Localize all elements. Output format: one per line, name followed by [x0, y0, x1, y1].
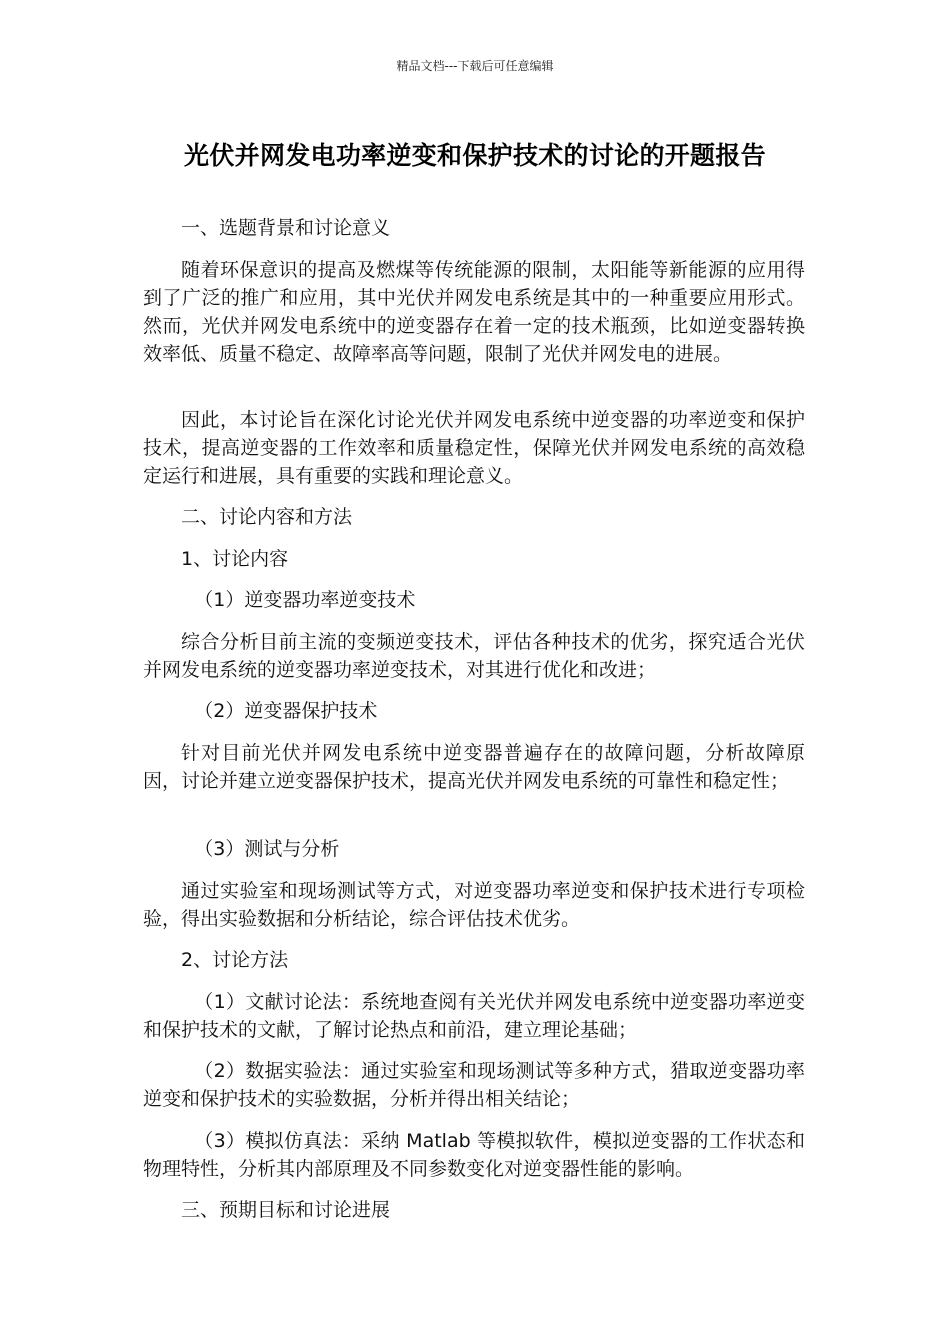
subsection-heading: 1、讨论内容	[181, 548, 289, 570]
section3-heading	[143, 1196, 805, 1224]
method1-text	[143, 988, 805, 1044]
page-header: 精品文档---下载后可任意编辑	[396, 59, 554, 73]
item-heading: （1）逆变器功率逆变技术	[194, 589, 416, 611]
method2-text	[143, 1057, 805, 1113]
section-heading: 一、选题背景和讨论意义	[181, 217, 391, 239]
paragraph: 因此，本讨论旨在深化讨论光伏并网发电系统中逆变器的功率逆变和保护技术，提高逆变器的工作效率和质量稳定性，保障光伏并网发电系统的高效稳定运行和进展，具有重要的实践和理论意义。	[143, 409, 805, 487]
paragraph: （3）模拟仿真法：采纳 Matlab 等模拟软件，模拟逆变器的工作状态和物理特性，分析其内部原理及不同参数变化对逆变器性能的影响。	[143, 1130, 805, 1180]
item3-text	[143, 877, 805, 933]
paragraph: （2）数据实验法：通过实验室和现场测试等多种方式，猎取逆变器功率逆变和保护技术的实验数据，分析并得出相关结论；	[143, 1060, 805, 1110]
section1-heading	[143, 214, 805, 242]
section-heading: 三、预期目标和讨论进展	[181, 1199, 391, 1221]
content-subheading	[143, 545, 805, 573]
paragraph: （1）文献讨论法：系统地查阅有关光伏并网发电系统中逆变器功率逆变和保护技术的文献，了解讨论热点和前沿，建立理论基础；	[143, 991, 805, 1041]
section2-heading	[143, 503, 805, 531]
item1-text	[143, 628, 805, 684]
section1-paragraph2	[143, 406, 805, 490]
subsection-heading: 2、讨论方法	[181, 949, 289, 971]
item-heading: （2）逆变器保护技术	[194, 700, 378, 722]
item-heading: （3）测试与分析	[194, 838, 340, 860]
item2-heading	[143, 697, 805, 725]
item2-text	[143, 739, 805, 795]
method-subheading	[143, 946, 805, 974]
section-heading: 二、讨论内容和方法	[181, 506, 353, 528]
paragraph: 综合分析目前主流的变频逆变技术，评估各种技术的优劣，探究适合光伏并网发电系统的逆变器功率逆变技术，对其进行优化和改进；	[143, 631, 805, 681]
paragraph: 针对目前光伏并网发电系统中逆变器普遍存在的故障问题，分析故障原因，讨论并建立逆变器保护技术，提高光伏并网发电系统的可靠性和稳定性；	[143, 742, 805, 792]
item1-heading	[143, 586, 805, 614]
section1-paragraph1	[143, 256, 805, 368]
method3-text	[143, 1127, 805, 1183]
paragraph: 随着环保意识的提高及燃煤等传统能源的限制，太阳能等新能源的应用得到了广泛的推广和应用，其中光伏并网发电系统是其中的一种重要应用形式。然而，光伏并网发电系统中的逆变器存在着一定的技术瓶颈，比如逆变器转换效率低、质量不稳定、故障率高等问题，限制了光伏并网发电的进展。	[143, 259, 805, 365]
document-title: 光伏并网发电功率逆变和保护技术的讨论的开题报告	[184, 141, 766, 170]
paragraph: 通过实验室和现场测试等方式，对逆变器功率逆变和保护技术进行专项检验，得出实验数据和分析结论，综合评估技术优劣。	[143, 880, 805, 930]
item3-heading	[143, 835, 805, 863]
